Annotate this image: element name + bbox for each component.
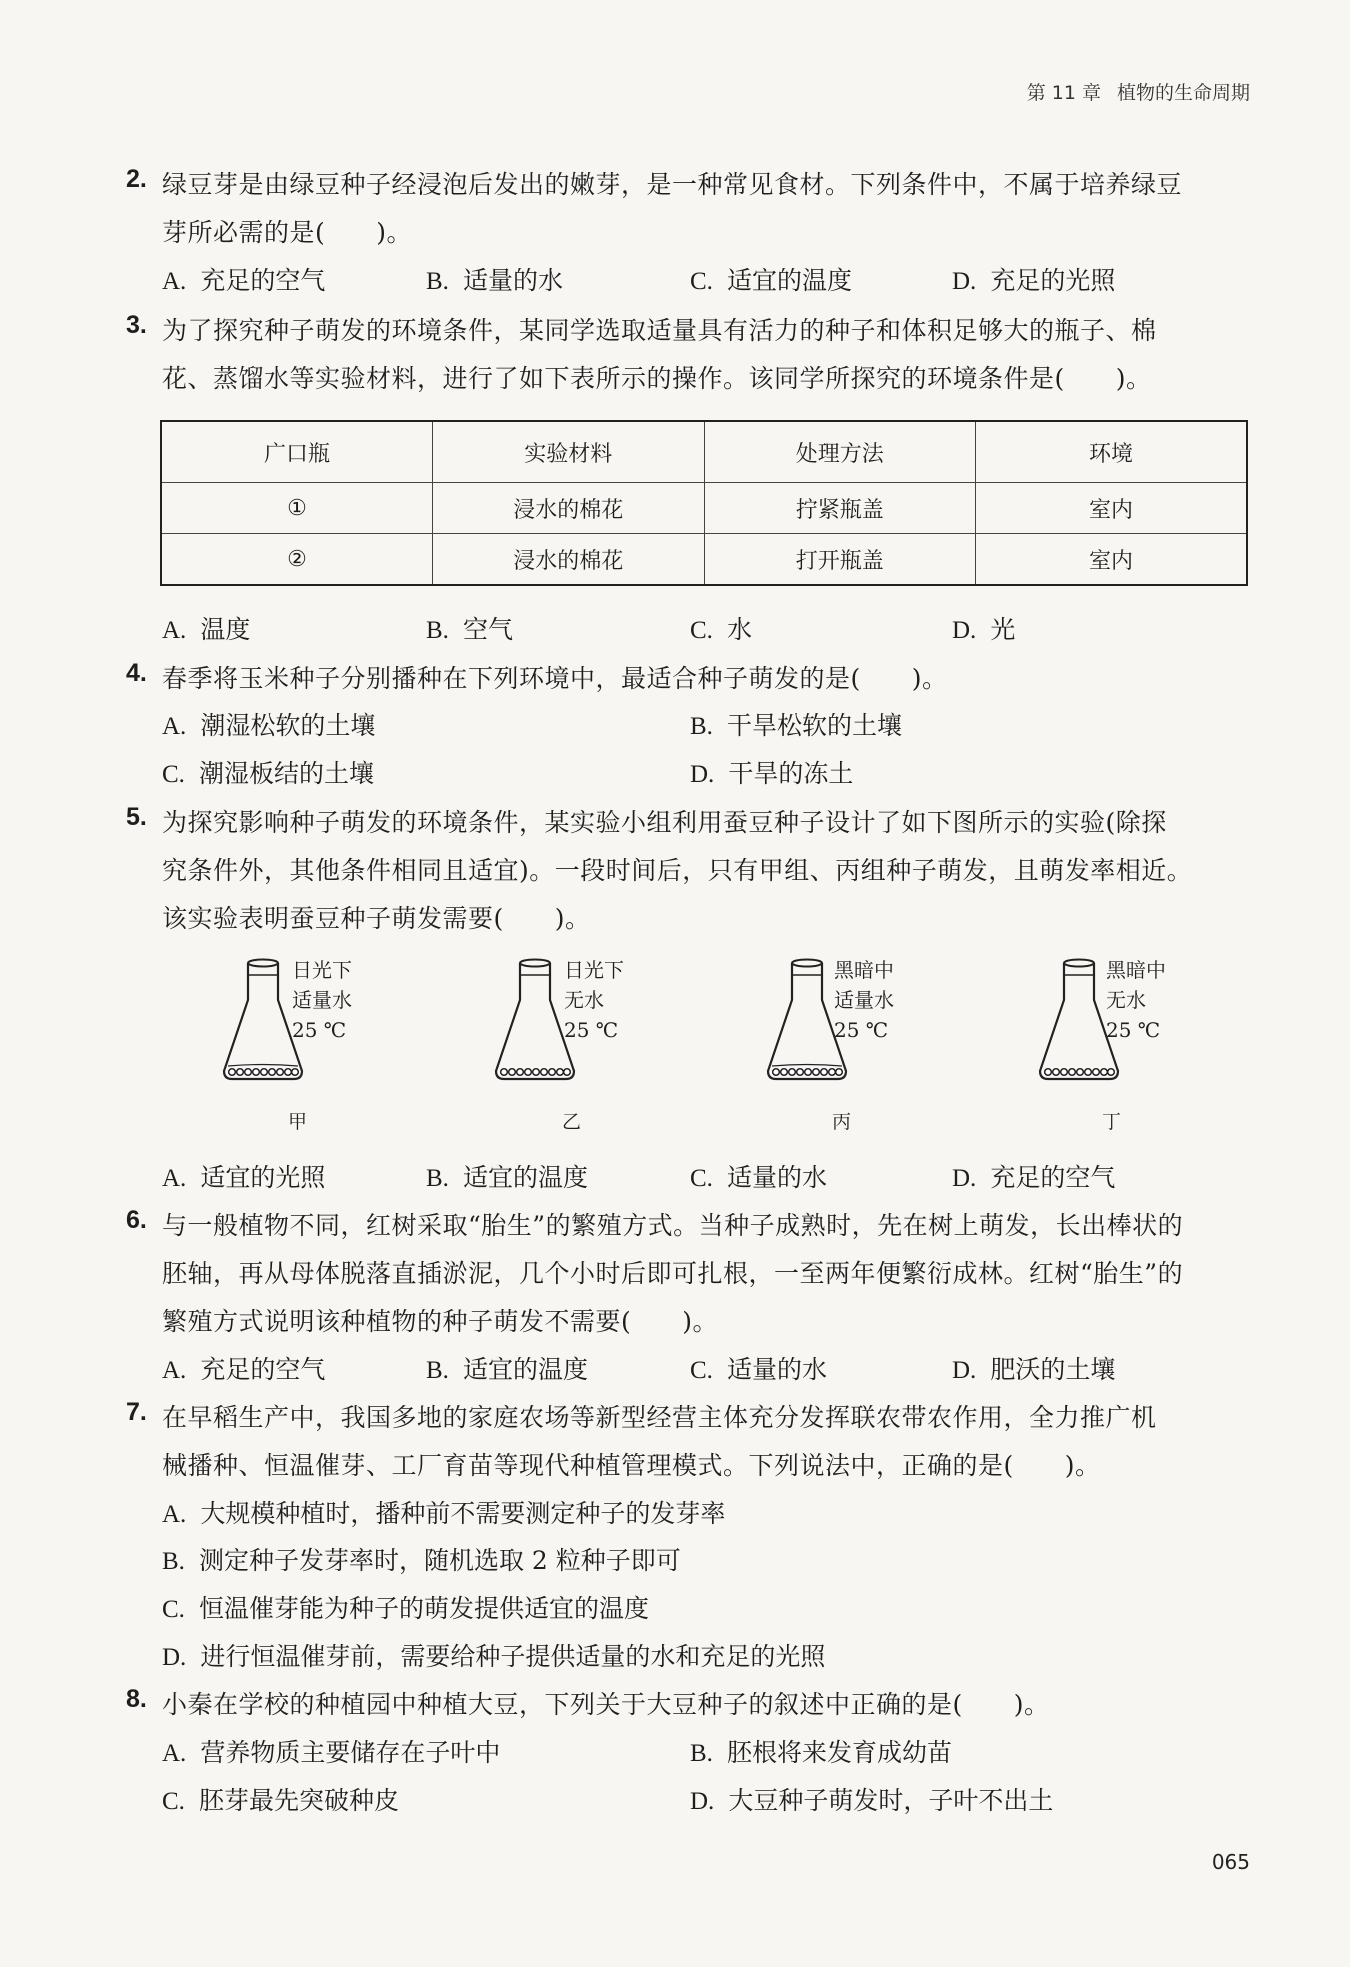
option-text: 水 — [726, 615, 752, 644]
option-c[interactable] — [690, 261, 852, 297]
table-cell: 拧紧瓶盖 — [704, 483, 976, 534]
table-header-row — [161, 421, 1247, 483]
question-text-line: 小秦在学校的种植园中种植大豆，下列关于大豆种子的叙述中正确的是( )。 — [162, 1690, 1050, 1719]
option-text: 胚芽最先突破种皮 — [198, 1786, 399, 1815]
option-letter: D. — [952, 617, 977, 644]
option-b[interactable] — [426, 610, 513, 646]
question-number: 8. — [126, 1685, 147, 1713]
option-letter: D. — [162, 1644, 187, 1671]
option-text: 适宜的温度 — [462, 1355, 588, 1384]
flask-temperature: 25 ℃ — [292, 1018, 347, 1042]
option-d[interactable] — [690, 754, 853, 790]
option-text: 胚根将来发育成幼苗 — [726, 1738, 952, 1767]
option-a[interactable] — [162, 706, 375, 742]
table-cell: 浸水的棉花 — [433, 534, 705, 586]
flask-water-condition: 无水 — [564, 988, 604, 1012]
table-cell: ① — [161, 483, 433, 534]
question-number: 7. — [126, 1398, 147, 1426]
question-text-line: 春季将玉米种子分别播种在下列环境中，最适合种子萌发的是( )。 — [162, 664, 948, 693]
group-name: 乙 — [562, 1111, 582, 1133]
question-text-line: 花、蒸馏水等实验材料，进行了如下表所示的操作。该同学所探究的环境条件是( )。 — [162, 364, 1152, 393]
option-c[interactable] — [690, 610, 752, 646]
flask-temperature: 25 ℃ — [834, 1018, 889, 1042]
question-text-line: 械播种、恒温催芽、工厂育苗等现代种植管理模式。下列说法中，正确的是( )。 — [162, 1451, 1101, 1480]
option-text: 大规模种植时，播种前不需要测定种子的发芽率 — [200, 1499, 726, 1528]
option-letter: B. — [426, 268, 449, 295]
option-letter: C. — [162, 1596, 185, 1623]
flask-temperature: 25 ℃ — [564, 1018, 619, 1042]
option-text: 空气 — [462, 615, 513, 644]
table-cell: 打开瓶盖 — [704, 534, 976, 586]
experiment-table — [160, 420, 1248, 586]
option-text: 潮湿松软的土壤 — [200, 711, 376, 740]
option-text: 进行恒温催芽前，需要给种子提供适量的水和充足的光照 — [200, 1642, 826, 1671]
option-a[interactable] — [162, 1733, 500, 1769]
option-letter: A. — [162, 1501, 187, 1528]
option-a[interactable] — [162, 610, 250, 646]
option-c[interactable] — [162, 754, 374, 790]
option-d[interactable] — [162, 1637, 825, 1673]
question-number: 2. — [126, 165, 147, 193]
table-header-cell: 实验材料 — [433, 421, 705, 483]
option-letter: C. — [162, 1788, 185, 1815]
option-c[interactable] — [162, 1781, 399, 1817]
option-letter: D. — [690, 1788, 715, 1815]
flask-label — [834, 955, 894, 1045]
option-a[interactable] — [162, 261, 325, 297]
option-letter: D. — [952, 1357, 977, 1384]
option-letter: C. — [690, 1357, 713, 1384]
option-letter: B. — [426, 617, 449, 644]
option-letter: A. — [162, 617, 187, 644]
question-number: 3. — [126, 311, 147, 339]
flask-water-condition: 无水 — [1106, 988, 1146, 1012]
question-number: 5. — [126, 803, 147, 831]
option-text: 光 — [990, 615, 1016, 644]
option-letter: B. — [690, 713, 713, 740]
option-b[interactable] — [690, 706, 902, 742]
option-text: 测定种子发芽率时，随机选取 2 粒种子即可 — [198, 1546, 681, 1575]
table-cell: 室内 — [976, 534, 1248, 586]
option-letter: D. — [952, 268, 977, 295]
page-header — [1027, 78, 1250, 105]
flask-temperature: 25 ℃ — [1106, 1018, 1161, 1042]
option-letter: C. — [162, 761, 185, 788]
question-text-line: 究条件外，其他条件相同且适宜)。一段时间后，只有甲组、丙组种子萌发，且萌发率相近。 — [162, 856, 1193, 885]
table-header-cell: 环境 — [976, 421, 1248, 483]
flask-label — [564, 955, 624, 1045]
option-d[interactable] — [952, 261, 1115, 297]
option-b[interactable] — [690, 1733, 952, 1769]
question-text-line: 为探究影响种子萌发的环境条件，某实验小组利用蚕豆种子设计了如下图所示的实验(除探 — [162, 808, 1167, 837]
question-number: 6. — [126, 1206, 147, 1234]
table-cell: 浸水的棉花 — [433, 483, 705, 534]
chapter-title: 植物的生命周期 — [1116, 82, 1250, 104]
option-letter: A. — [162, 1740, 187, 1767]
flask-label — [292, 955, 352, 1045]
option-letter: D. — [952, 1165, 977, 1192]
table-row — [161, 483, 1247, 534]
option-b[interactable] — [162, 1541, 681, 1577]
option-text: 干旱的冻土 — [728, 759, 854, 788]
option-d[interactable] — [690, 1781, 1053, 1817]
option-letter: C. — [690, 617, 713, 644]
option-a[interactable] — [162, 1494, 725, 1530]
group-name: 甲 — [288, 1111, 308, 1133]
flask-light-condition: 黑暗中 — [1106, 958, 1166, 982]
question-text-line: 在早稻生产中，我国多地的家庭农场等新型经营主体充分发挥联农带农作用，全力推广机 — [162, 1403, 1157, 1432]
option-text: 充足的空气 — [200, 1355, 326, 1384]
option-letter: B. — [690, 1740, 713, 1767]
group-name: 丁 — [1102, 1111, 1122, 1133]
table-row — [161, 534, 1247, 586]
option-text: 干旱松软的土壤 — [726, 711, 902, 740]
option-letter: A. — [162, 268, 187, 295]
page-number: 065 — [1211, 1850, 1250, 1874]
flask-water-condition: 适量水 — [834, 988, 894, 1012]
chapter-number: 第 11 章 — [1026, 82, 1101, 104]
option-text: 适量的水 — [726, 1355, 827, 1384]
option-a[interactable] — [162, 1350, 325, 1386]
flask-light-condition: 日光下 — [564, 958, 624, 982]
option-c[interactable] — [690, 1158, 827, 1194]
option-letter: B. — [426, 1165, 449, 1192]
option-a[interactable] — [162, 1158, 325, 1194]
option-letter: A. — [162, 713, 187, 740]
flask-water-condition: 适量水 — [292, 988, 352, 1012]
question-text-line: 绿豆芽是由绿豆种子经浸泡后发出的嫩芽，是一种常见食材。下列条件中，不属于培养绿豆 — [162, 170, 1183, 199]
option-c[interactable] — [690, 1350, 827, 1386]
flask-light-condition: 日光下 — [292, 958, 352, 982]
option-b[interactable] — [426, 261, 563, 297]
question-text-line: 芽所必需的是( )。 — [162, 218, 413, 247]
option-b[interactable] — [426, 1350, 588, 1386]
option-d[interactable] — [952, 1158, 1115, 1194]
option-text: 适宜的温度 — [462, 1163, 588, 1192]
option-text: 充足的空气 — [990, 1163, 1116, 1192]
option-text: 营养物质主要储存在子叶中 — [200, 1738, 501, 1767]
option-text: 适量的水 — [726, 1163, 827, 1192]
group-name: 丙 — [832, 1111, 852, 1133]
option-text: 适量的水 — [462, 266, 563, 295]
option-d[interactable] — [952, 1350, 1115, 1386]
option-text: 适宜的温度 — [726, 266, 852, 295]
option-text: 适宜的光照 — [200, 1163, 326, 1192]
option-letter: D. — [690, 761, 715, 788]
option-text: 充足的空气 — [200, 266, 326, 295]
flask-light-condition: 黑暗中 — [834, 958, 894, 982]
option-letter: C. — [690, 268, 713, 295]
option-letter: A. — [162, 1165, 187, 1192]
option-letter: B. — [162, 1548, 185, 1575]
option-b[interactable] — [426, 1158, 588, 1194]
question-text-line: 繁殖方式说明该种植物的种子萌发不需要( )。 — [162, 1307, 719, 1336]
option-text: 恒温催芽能为种子的萌发提供适宜的温度 — [198, 1594, 649, 1623]
option-text: 潮湿板结的土壤 — [198, 759, 374, 788]
option-c[interactable] — [162, 1589, 649, 1625]
question-text-line: 为了探究种子萌发的环境条件，某同学选取适量具有活力的种子和体积足够大的瓶子、棉 — [162, 316, 1157, 345]
question-text-line: 该实验表明蚕豆种子萌发需要( )。 — [162, 904, 591, 933]
table-cell: 室内 — [976, 483, 1248, 534]
option-letter: A. — [162, 1357, 187, 1384]
table-cell: ② — [161, 534, 433, 586]
option-d[interactable] — [952, 610, 1015, 646]
flask-label — [1106, 955, 1166, 1045]
option-letter: C. — [690, 1165, 713, 1192]
option-text: 肥沃的土壤 — [990, 1355, 1116, 1384]
option-text: 大豆种子萌发时，子叶不出土 — [728, 1786, 1054, 1815]
table-header-cell: 广口瓶 — [161, 421, 433, 483]
question-number: 4. — [126, 659, 147, 687]
option-letter: B. — [426, 1357, 449, 1384]
question-text-line: 胚轴，再从母体脱落直插淤泥，几个小时后即可扎根，一至两年便繁衍成林。红树“胎生”的 — [162, 1259, 1184, 1288]
option-text: 温度 — [200, 615, 251, 644]
table-header-cell: 处理方法 — [704, 421, 976, 483]
option-text: 充足的光照 — [990, 266, 1116, 295]
question-text-line: 与一般植物不同，红树采取“胎生”的繁殖方式。当种子成熟时，先在树上萌发，长出棒状的 — [162, 1211, 1184, 1240]
